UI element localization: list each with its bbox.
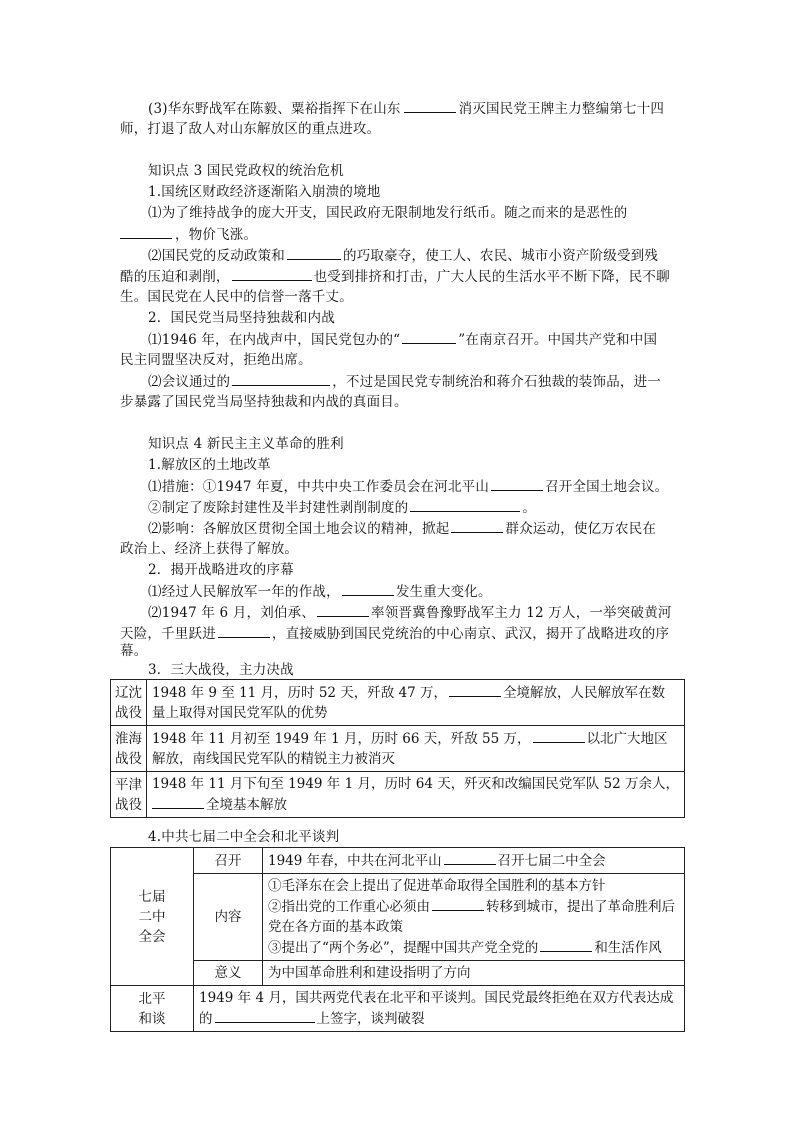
text-line: ②制定了废除封建性及半封建性剥削制度的 。 <box>148 497 536 518</box>
text-line: 酷的压迫和剥削， 也受到排挤和打击，广大人民的生活水平不断下降，民不聊 <box>120 266 670 287</box>
answer-blank[interactable] <box>449 682 501 697</box>
table-row <box>111 726 685 772</box>
answer-blank[interactable] <box>402 329 456 344</box>
battle-detail-cell: 1948 年 9 至 11 月，历时 52 天，歼敌 47 万， 全境解放，人民解放军在数 量上取得对国民党军队的优势 <box>146 680 684 726</box>
meaning-detail-cell: 为中国革命胜利和建设指明了方向 <box>263 961 685 986</box>
text-line: (3)华东野战军在陈毅、粟裕指挥下在山东 消灭国民党王牌主力整编第七十四 <box>148 98 664 119</box>
text-line: ⑵国民党的反动政策和 的巧取豪夺，使工人、农民、城市小资产阶级受到残 <box>148 245 658 266</box>
text-line: ，物价飞涨。 <box>120 224 257 245</box>
battle-name-cell: 淮海 战役 <box>111 726 147 772</box>
answer-blank[interactable] <box>218 623 270 638</box>
answer-blank[interactable] <box>540 937 592 952</box>
answer-blank[interactable] <box>215 1008 315 1023</box>
answer-blank[interactable] <box>432 896 484 911</box>
text-line: ⑴经过人民解放军一年的作战， 发生重大变化。 <box>148 581 492 602</box>
answer-blank[interactable] <box>232 371 330 386</box>
plenum-table <box>110 847 685 1032</box>
text-line: 师，打退了敌人对山东解放区的重点进攻。 <box>120 121 381 137</box>
plenum-label-cell: 七届 二中 全会 <box>111 848 194 986</box>
convene-detail-cell: 1949 年春，中共在河北平山 召开七届二中全会 <box>263 848 685 874</box>
battles-table <box>110 679 685 818</box>
text-line: ⑵影响：各解放区贯彻全国土地会议的精神，掀起 群众运动，使亿万农民在 <box>148 518 656 539</box>
answer-blank[interactable] <box>287 245 341 260</box>
answer-blank[interactable] <box>152 794 204 809</box>
subsection-title: 4.中共七届二中全会和北平谈判 <box>148 829 340 845</box>
table-row <box>111 961 685 986</box>
text-line: 政治上、经济上获得了解放。 <box>120 541 299 557</box>
text-line: ⑴措施：①1947 年夏，中共中央工作委员会在河北平山 召开全国土地会议。 <box>148 476 668 497</box>
text-line: 天险，千里跃进 ，直接威胁到国民党统治的中心南京、武汉，揭开了战略进攻的序 <box>120 623 669 644</box>
battle-detail-cell: 1948 年 11 月初至 1949 年 1 月，历时 66 天，歼敌 55 万， 以北广大地区 解放，南线国民党军队的精锐主力被消灭 <box>146 726 684 772</box>
peace-detail-cell: 1949 年 4 月，国共两党代表在北平和平谈判。国民党最终拒绝在双方代表达成 的 上签字，谈判破裂 <box>194 986 685 1032</box>
table-row <box>111 874 685 961</box>
text-line: 生。国民党在人民中的信誉一落千丈。 <box>120 289 353 305</box>
text-line: 幕。 <box>120 643 148 659</box>
battle-detail-cell: 1948 年 11 月下旬至 1949 年 1 月，历时 64 天，歼灭和改编国民党军队 52 万余人， 全境基本解放 <box>146 772 684 818</box>
subsection-title: 1.国统区财政经济逐渐陷入崩溃的境地 <box>148 184 381 200</box>
peace-label-cell: 北平 和谈 <box>111 986 194 1032</box>
answer-blank[interactable] <box>491 476 543 491</box>
battle-name-cell: 辽沈 战役 <box>111 680 147 726</box>
text-line: ⑵会议通过的 ，不过是国民党专制统治和蒋介石独裁的装饰品，进一 <box>148 371 661 392</box>
section-title: 知识点 4 新民主主义革命的胜利 <box>148 436 344 452</box>
text-line: ⑴1946 年，在内战声中，国民党包办的“ ”在南京召开。中国共产党和中国 <box>148 329 657 350</box>
text-line: 步暴露了国民党当局坚持独裁和内战的真面目。 <box>120 394 408 410</box>
subsection-title: 3．三大战役，主力决战 <box>148 662 294 678</box>
answer-blank[interactable] <box>444 850 496 865</box>
table-row <box>111 680 685 726</box>
text-line: 民主同盟坚决反对，拒绝出席。 <box>120 352 312 368</box>
text-line: ⑵1947 年 6 月，刘伯承、 率领晋冀鲁豫野战军主力 12 万人，一举突破黄河 <box>148 602 672 623</box>
content-detail-cell: ①毛泽东在会上提出了促进革命取得全国胜利的基本方针 ②指出党的工作重心必须由 转移到城市，提出了革命胜利后 党在各方面的基本政策 ③提出了“两个务必”，提醒中国共产党全党的 和生活作风 <box>263 874 685 961</box>
answer-blank[interactable] <box>410 497 520 512</box>
subsection-title: 2．揭开战略进攻的序幕 <box>148 562 294 578</box>
meaning-label-cell: 意义 <box>194 961 263 986</box>
table-row <box>111 772 685 818</box>
convene-label-cell: 召开 <box>194 848 263 874</box>
content-label-cell: 内容 <box>194 874 263 961</box>
answer-blank[interactable] <box>317 602 369 617</box>
answer-blank[interactable] <box>120 224 172 239</box>
subsection-title: 2．国民党当局坚持独裁和内战 <box>148 310 335 326</box>
answer-blank[interactable] <box>232 266 312 281</box>
table-row <box>111 848 685 874</box>
battle-name-cell: 平津 战役 <box>111 772 147 818</box>
section-title: 知识点 3 国民党政权的统治危机 <box>148 163 344 179</box>
subsection-title: 1.解放区的土地改革 <box>148 457 271 473</box>
text-line: ⑴为了维持战争的庞大开支，国民政府无限制地发行纸币。随之而来的是恶性的 <box>148 205 628 221</box>
answer-blank[interactable] <box>451 518 503 533</box>
answer-blank[interactable] <box>342 581 394 596</box>
answer-blank[interactable] <box>404 98 456 113</box>
table-row <box>111 986 685 1032</box>
answer-blank[interactable] <box>533 728 585 743</box>
